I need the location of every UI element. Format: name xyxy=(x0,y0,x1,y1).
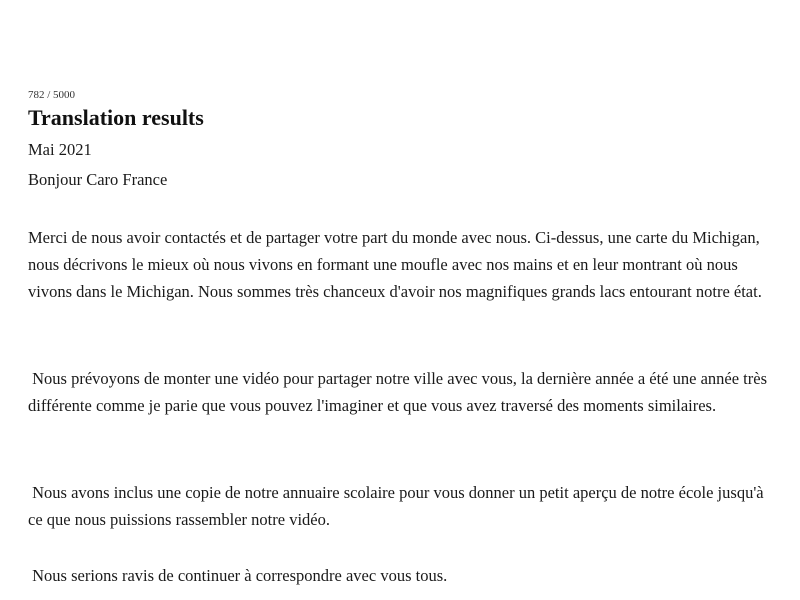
character-counter: 782 / 5000 xyxy=(28,89,76,101)
letter-paragraph-3: Nous avons inclus une copie de notre annuaire scolaire pour vous donner un petit aperçu de notre école jusqu'à ce que nous puissions rassembler notre vidéo. xyxy=(28,483,764,529)
letter-date: Mai 2021 xyxy=(28,140,92,159)
page-title: Translation results xyxy=(28,105,204,130)
letter-greeting: Bonjour Caro France xyxy=(28,170,168,189)
letter-paragraph-4: Nous serions ravis de continuer à correspondre avec vous tous. xyxy=(32,566,448,585)
letter-paragraph-1: Merci de nous avoir contactés et de partager votre part du monde avec nous. Ci-dessus, une carte du Michigan, nous décrivons le mieux où nous vivons en formant une moufle avec nos mains et en leur montrant où nous vivons dans le Michigan. Nous sommes très chanceux d'avoir nos magnifiques grands lacs entourant notre état. xyxy=(28,228,762,301)
letter-paragraph-2: Nous prévoyons de monter une vidéo pour partager notre ville avec vous, la dernière année a été une année très différente comme je parie que vous pouvez l'imaginer et que vous avez traversé des moments similaires. xyxy=(28,369,767,415)
